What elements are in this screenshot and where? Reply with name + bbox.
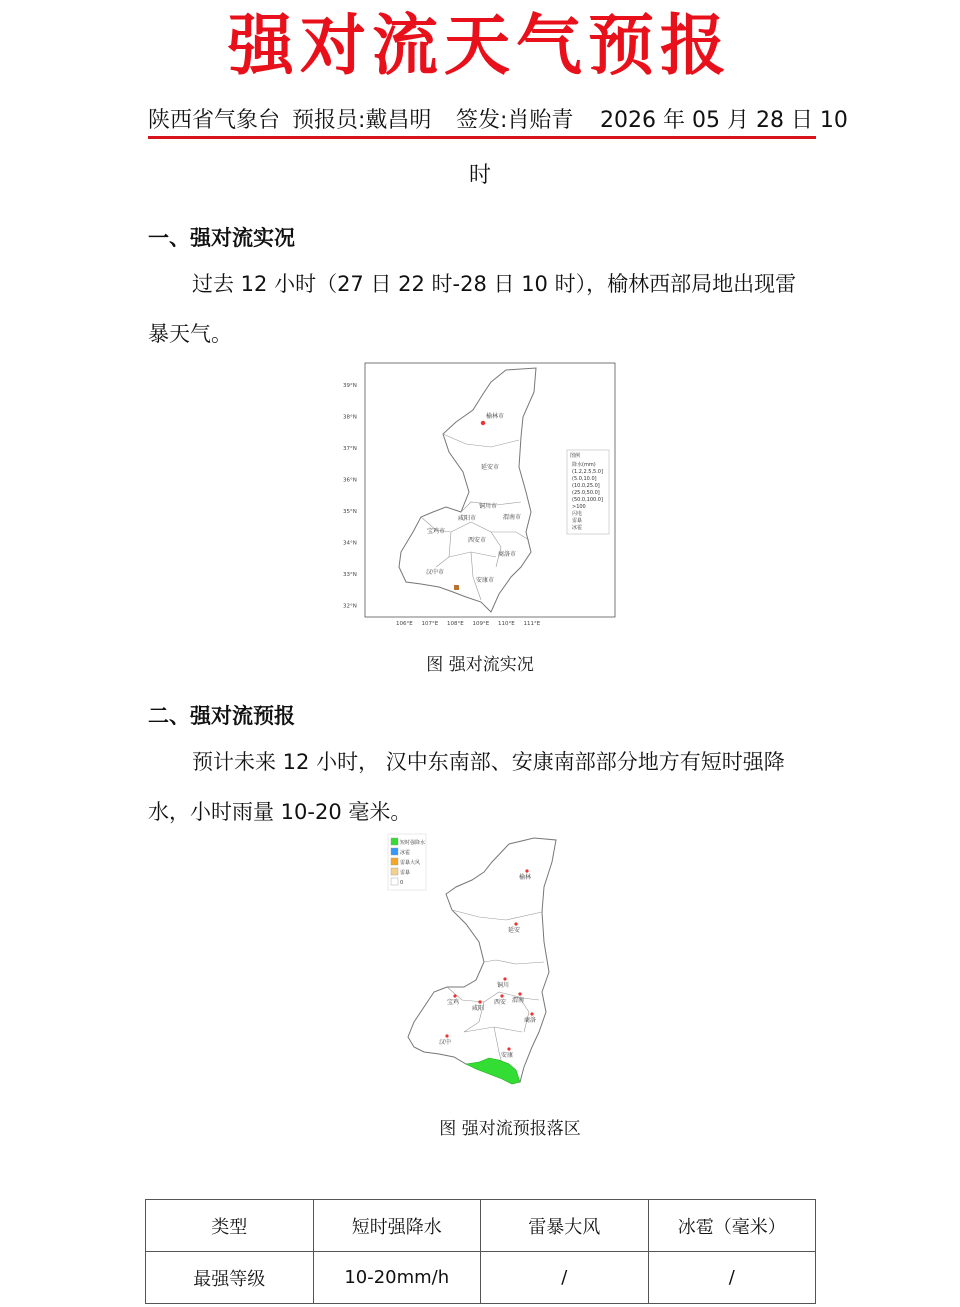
forecaster: 预报员:戴昌明 <box>292 108 432 133</box>
city-label: 延安 <box>508 927 521 934</box>
legend-swatch <box>391 878 398 885</box>
report-title: 强对流天气预报 <box>228 7 732 84</box>
agency: 陕西省气象台 <box>148 108 281 133</box>
city-label: 西安 <box>494 999 507 1006</box>
lat-tick-label: 37°N <box>343 446 357 452</box>
city-label: 商洛市 <box>498 551 517 558</box>
table-row <box>146 1252 816 1304</box>
table-cell: 10-20mm/h <box>313 1252 481 1304</box>
table-cell: / <box>648 1252 816 1304</box>
header-cell: 短时强降水 <box>313 1200 481 1252</box>
legend-item: (10.0,25.0] <box>572 483 600 489</box>
city-label: 汉中市 <box>426 569 445 576</box>
city-marker <box>503 977 506 980</box>
lon-tick-label: 109°E <box>472 621 490 625</box>
lat-tick-label: 33°N <box>343 572 357 578</box>
section2-text-line1: 预计未来 12 小时， 汉中东南部、安康南部部分地方有短时强降 <box>192 750 785 774</box>
lon-tick-label: 108°E <box>447 621 464 625</box>
city-marker <box>500 994 503 997</box>
summary-table <box>145 1199 816 1304</box>
legend-item: 降水(mm) <box>572 462 596 468</box>
lon-tick-label: 107°E <box>421 621 439 625</box>
header-divider <box>148 136 816 139</box>
section1-text-line1: 过去 12 小时（27 日 22 时-28 日 10 时），榆林西部局地出现雷 <box>192 272 797 296</box>
city-label: 渭南 <box>512 997 525 1004</box>
legend-item: 冰雹 <box>572 525 583 531</box>
city-marker <box>514 922 517 925</box>
legend-swatch <box>391 868 398 875</box>
city-label: 铜川 <box>497 982 510 989</box>
forecast-map <box>384 832 584 1094</box>
city-label: 铜川市 <box>479 503 498 510</box>
city-label: 榆林 <box>519 874 532 881</box>
legend-item: 闪电 <box>572 511 583 517</box>
city-marker <box>530 1012 533 1015</box>
legend-item: (5.0,10.0] <box>572 476 597 482</box>
city-label: 咸阳市 <box>458 515 477 522</box>
lon-tick-label: 110°E <box>498 621 515 625</box>
lat-tick-label: 32°N <box>343 603 357 610</box>
legend-swatch <box>391 848 398 855</box>
city-label: 宝鸡市 <box>427 528 446 535</box>
city-label: 延安市 <box>481 464 500 471</box>
city-label: 安康 <box>501 1052 514 1059</box>
header-cell: 类型 <box>146 1200 314 1252</box>
legend-item-label: 雷暴大风 <box>400 860 421 866</box>
legend-item-label: 0 <box>400 880 404 886</box>
issue-datetime: 2026 年 05 月 28 日 10 <box>600 108 848 133</box>
lon-tick-label: 106°E <box>396 621 413 625</box>
legend-item: (1.2,2.5,5.0] <box>572 469 603 475</box>
city-label: 安康市 <box>476 577 495 584</box>
issue-datetime-cont: 时 <box>468 163 491 188</box>
city-label: 西安市 <box>468 537 487 544</box>
legend-swatch <box>391 858 398 865</box>
lat-tick-label: 36°N <box>343 477 357 484</box>
lat-tick-label: 39°N <box>343 383 357 389</box>
city-marker <box>453 994 456 997</box>
legend-item: (50.0,100.0] <box>572 497 603 503</box>
legend-item-label: 短时强降水 <box>400 840 426 846</box>
legend-item-label: 雷暴 <box>400 870 411 876</box>
city-label: 渭南市 <box>503 514 522 521</box>
legend-item: 雷暴 <box>572 518 583 524</box>
lat-tick-label: 35°N <box>343 509 357 515</box>
lat-tick-label: 38°N <box>343 414 357 421</box>
section1-heading: 一、强对流实况 <box>148 226 295 250</box>
section1-text-line2: 暴天气。 <box>148 322 232 346</box>
table-cell: / <box>481 1252 649 1304</box>
header-cell: 雷暴大风 <box>481 1200 649 1252</box>
issuer: 签发:肖贻青 <box>456 108 574 133</box>
observation-map <box>341 362 616 625</box>
legend-item: >100 <box>572 504 586 510</box>
legend-item-label: 冰雹 <box>400 850 411 856</box>
table-header-row <box>146 1200 816 1252</box>
city-label: 榆林市 <box>486 413 505 420</box>
legend-title: 图例 <box>570 453 581 459</box>
section2-heading: 二、强对流预报 <box>148 704 295 728</box>
city-marker <box>525 869 528 872</box>
city-marker <box>478 1000 481 1003</box>
city-marker <box>518 992 521 995</box>
city-label: 商洛 <box>524 1017 537 1024</box>
city-marker <box>445 1034 448 1037</box>
city-label: 宝鸡 <box>447 999 460 1006</box>
lon-tick-label: 111°E <box>523 621 541 625</box>
legend-swatch <box>391 838 398 845</box>
section2-text-line2: 水，小时雨量 10-20 毫米。 <box>148 800 412 824</box>
figure2-caption: 图 强对流预报落区 <box>439 1119 581 1139</box>
city-label: 汉中 <box>439 1039 452 1046</box>
figure1-caption: 图 强对流实况 <box>426 655 534 675</box>
legend-item: (25.0,50.0] <box>572 490 600 496</box>
city-label: 咸阳 <box>472 1005 485 1012</box>
table-cell: 最强等级 <box>146 1252 314 1304</box>
header-cell: 冰雹（毫米） <box>648 1200 816 1252</box>
lat-tick-label: 34°N <box>343 540 357 547</box>
city-marker <box>507 1047 510 1050</box>
